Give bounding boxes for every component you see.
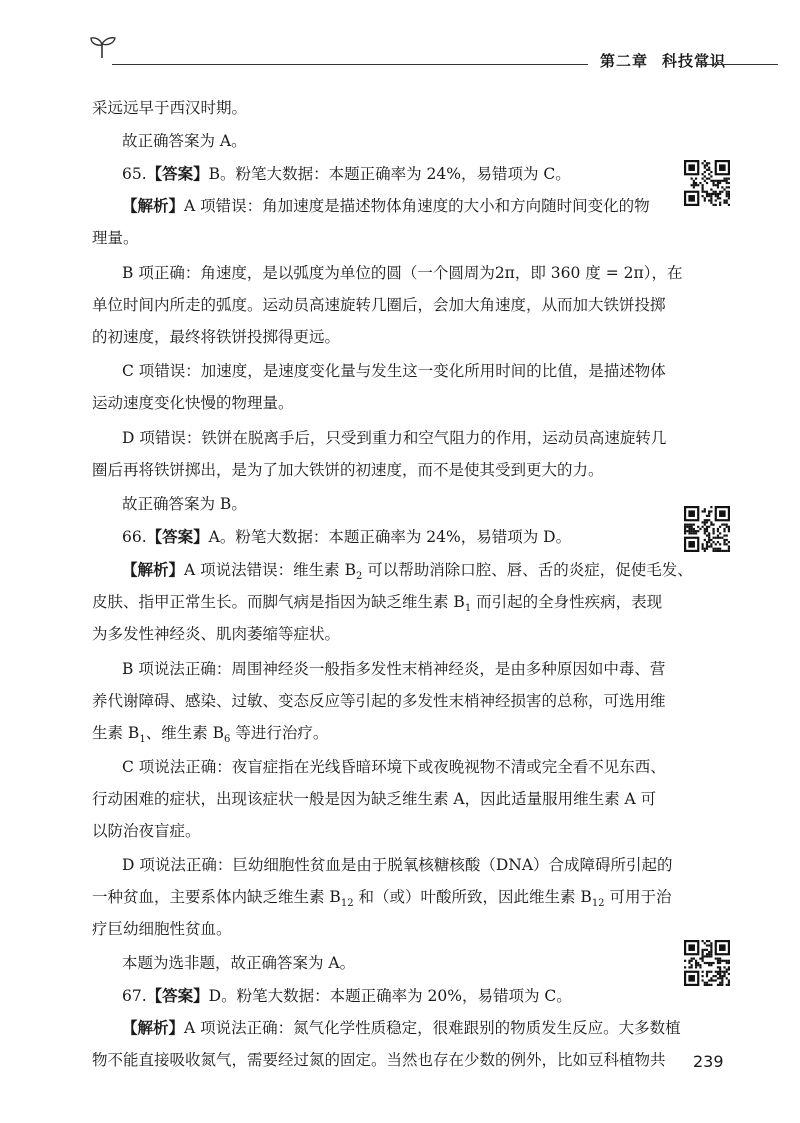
text-line: D 项说法正确：巨幼细胞性贫血是由于脱氧核糖核酸（DNA）合成障碍所引起的 (122, 856, 673, 874)
text-line: 故正确答案为 B。 (122, 495, 247, 513)
answer-line-67 (122, 986, 572, 1006)
text-line: 单位时间内所走的弧度。运动员高速旋转几圈后，会加大角速度，从而加大铁饼投掷 (92, 296, 666, 314)
text-line: 理量。 (92, 229, 139, 247)
analysis-line (122, 1018, 681, 1038)
text-line: 物不能直接吸收氮气，需要经过氮的固定。当然也存在少数的例外，比如豆科植物共 (92, 1051, 666, 1069)
sprout-icon (88, 32, 118, 62)
text-span: 一种贫血，主要系体内缺乏维生素 B (92, 888, 341, 906)
chapter-number: 第二章 (600, 52, 649, 70)
answer-text: B。粉笔大数据：本题正确率为 24%，易错项为 C。 (208, 165, 571, 183)
subscript: 2 (355, 571, 363, 583)
text-line: D 项错误：铁饼在脱离手后，只受到重力和空气阻力的作用，运动员高速旋转几 (122, 429, 667, 447)
text-line (92, 723, 328, 750)
text-line (92, 887, 671, 914)
subscript: 12 (340, 898, 354, 910)
answer-line-66 (122, 527, 571, 547)
header-rule-left (112, 64, 588, 65)
analysis-tag: 【解析】 (122, 1018, 185, 1037)
text-span: 、维生素 B (145, 724, 225, 742)
text-line: 采远远早于西汉时期。 (92, 99, 248, 117)
text-line: 养代谢障碍、感染、过敏、变态反应等引起的多发性末梢神经损害的总称，可选用维 (92, 692, 666, 710)
page-header (88, 30, 778, 70)
analysis-text: A 项说法正确：氮气化学性质稳定，很难跟别的物质发生反应。大多数植 (184, 1019, 681, 1037)
answer-text: D。粉笔大数据：本题正确率为 20%，易错项为 C。 (208, 987, 572, 1005)
text-span: 皮肤、指甲正常生长。而脚气病是指因为缺乏维生素 B (92, 593, 465, 611)
text-line: 的初速度，最终将铁饼投掷得更远。 (92, 328, 341, 346)
text-line: 以防治夜盲症。 (92, 822, 201, 840)
text-span: 可用于治 (604, 888, 672, 906)
question-number: 65. (122, 165, 147, 183)
header-rule-right (696, 64, 778, 65)
answer-tag: 【答案】 (146, 527, 209, 546)
text-line: C 项错误：加速度，是速度变化量与发生这一变化所用时间的比值，是描述物体 (122, 362, 666, 380)
text-line: 故正确答案为 A。 (122, 132, 247, 150)
text-line: 为多发性神经炎、肌肉萎缩等症状。 (92, 625, 341, 643)
analysis-line (122, 196, 650, 216)
question-number: 67. (122, 987, 147, 1005)
subscript: 1 (464, 603, 472, 615)
text-span: 生素 B (92, 724, 140, 742)
text-line: 疗巨幼细胞性贫血。 (92, 920, 232, 938)
answer-text: A。粉笔大数据：本题正确率为 24%，易错项为 D。 (208, 528, 572, 546)
chapter-title: 科技常识 (662, 52, 727, 70)
text-line (92, 592, 662, 619)
question-number: 66. (122, 528, 147, 546)
qr-code-icon[interactable] (684, 160, 730, 206)
text-line: 行动困难的症状，出现该症状一般是因为缺乏维生素 A，因此适量服用维生素 A 可 (92, 790, 657, 808)
text-line: B 项正确：角速度，是以弧度为单位的圆（一个圆周为2π，即 360 度 = 2π），在 (122, 264, 683, 282)
analysis-text: A 项错误：角加速度是描述物体角速度的大小和方向随时间变化的物 (184, 197, 650, 215)
text-line: B 项说法正确：周围神经炎一般指多发性末梢神经炎，是由多种原因如中毒、营 (122, 660, 666, 678)
text-line: C 项说法正确：夜盲症指在光线昏暗环境下或夜晚视物不清或完全看不见东西、 (122, 758, 666, 776)
text-line: 运动速度变化快慢的物理量。 (92, 394, 294, 412)
answer-tag: 【答案】 (146, 164, 209, 183)
subscript: 12 (591, 898, 605, 910)
subscript: 6 (224, 734, 231, 746)
analysis-text: A 项说法错误：维生素 B (184, 561, 356, 579)
chapter-heading (600, 50, 726, 71)
subscript: 1 (139, 734, 146, 746)
qr-code-icon[interactable] (684, 940, 730, 986)
text-line: 圈后再将铁饼掷出，是为了加大铁饼的初速度，而不是使其受到更大的力。 (92, 461, 604, 479)
qr-code-icon[interactable] (684, 506, 730, 552)
text-span: 和（或）叶酸所致，因此维生素 B (353, 888, 592, 906)
analysis-line (122, 560, 693, 587)
analysis-text: 可以帮助消除口腔、唇、舌的炎症，促使毛发、 (362, 561, 693, 579)
page-number: 239 (693, 1052, 724, 1071)
text-span: 而引起的全身性疾病，表现 (471, 593, 663, 611)
text-span: 等进行治疗。 (230, 724, 329, 742)
analysis-tag: 【解析】 (122, 196, 185, 215)
answer-tag: 【答案】 (146, 986, 209, 1005)
answer-line-65 (122, 164, 571, 184)
text-line: 本题为选非题，故正确答案为 A。 (122, 954, 356, 972)
analysis-tag: 【解析】 (122, 560, 185, 579)
